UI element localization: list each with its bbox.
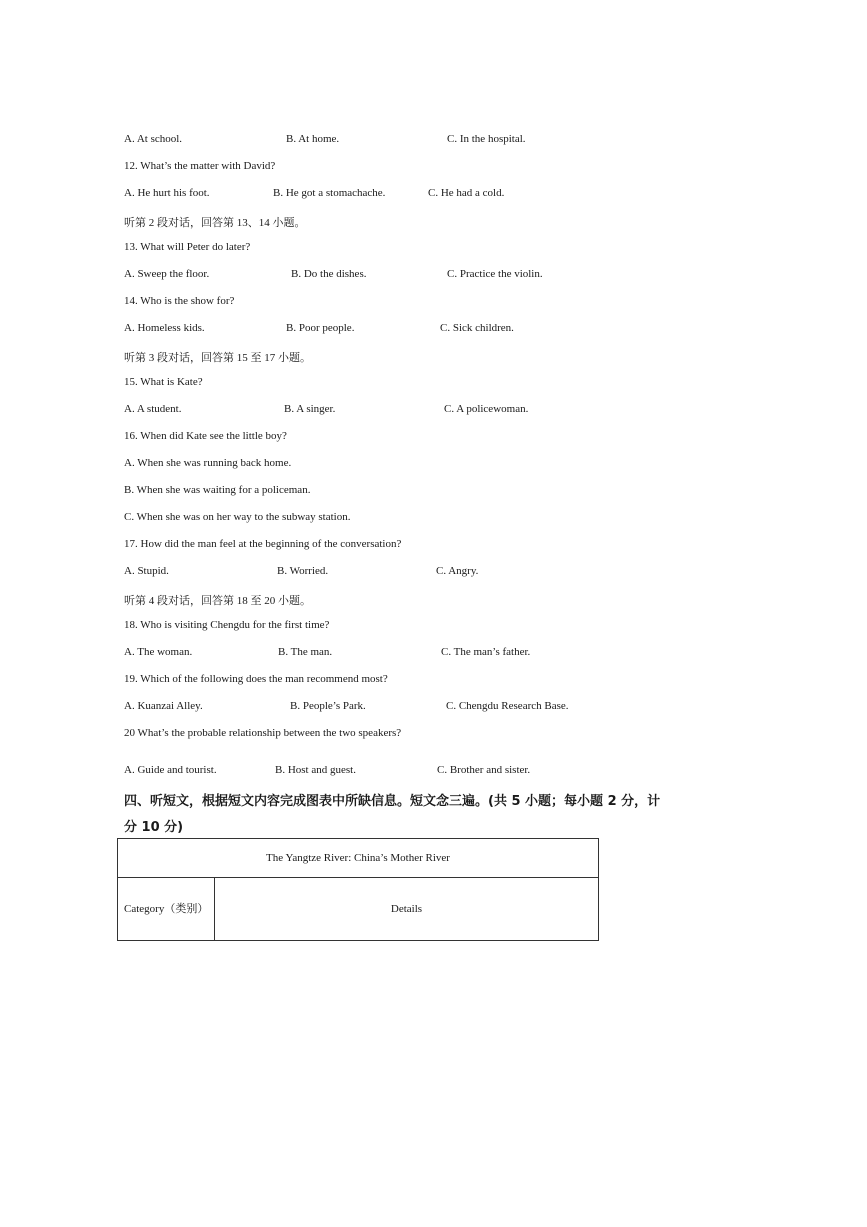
q18-question: 18. Who is visiting Chengdu for the first time? xyxy=(124,619,330,631)
q20-option-a: A. Guide and tourist. xyxy=(124,764,217,776)
q11-option-a: A. At school. xyxy=(124,133,183,145)
yangtze-table xyxy=(117,838,599,941)
q15-option-a: A. A student. xyxy=(124,403,182,415)
q15-option-b: B. A singer. xyxy=(284,403,336,415)
q20-question: 20 What’s the probable relationship between the two speakers? xyxy=(124,727,402,739)
q17-option-a: A. Stupid. xyxy=(124,565,169,577)
part4-heading-line2: 分 10 分) xyxy=(124,820,184,835)
q17-option-c: C. Angry. xyxy=(436,565,479,577)
section2-instruction: 听第 2 段对话，回答第 13、14 小题。 xyxy=(124,217,306,229)
q13-question: 13. What will Peter do later? xyxy=(124,241,251,253)
table-title: The Yangtze River: China’s Mother River xyxy=(118,839,599,878)
section4-instruction: 听第 4 段对话，回答第 18 至 20 小题。 xyxy=(124,595,311,607)
q17-option-b: B. Worried. xyxy=(277,565,329,577)
q14-option-a: A. Homeless kids. xyxy=(124,322,205,334)
q15-question: 15. What is Kate? xyxy=(124,376,203,388)
q17-question: 17. How did the man feel at the beginning of the conversation? xyxy=(124,538,402,550)
q16-option-c: C. When she was on her way to the subway station. xyxy=(124,511,351,523)
q19-option-a: A. Kuanzai Alley. xyxy=(124,700,203,712)
section3-instruction: 听第 3 段对话，回答第 15 至 17 小题。 xyxy=(124,352,311,364)
q20-option-c: C. Brother and sister. xyxy=(437,764,531,776)
q11-option-b: B. At home. xyxy=(286,133,340,145)
q13-option-b: B. Do the dishes. xyxy=(291,268,367,280)
part4-heading-line1: 四、听短文，根据短文内容完成图表中所缺信息。短文念三遍。(共 5 小题；每小题 2 分，计 xyxy=(124,794,661,809)
q12-option-b: B. He got a stomachache. xyxy=(273,187,386,199)
q19-question: 19. Which of the following does the man recommend most? xyxy=(124,673,388,685)
q16-question: 16. When did Kate see the little boy? xyxy=(124,430,287,442)
q19-option-b: B. People’s Park. xyxy=(290,700,366,712)
q14-option-c: C. Sick children. xyxy=(440,322,514,334)
q18-option-a: A. The woman. xyxy=(124,646,193,658)
q15-option-c: C. A policewoman. xyxy=(444,403,529,415)
q12-option-c: C. He had a cold. xyxy=(428,187,505,199)
q14-question: 14. Who is the show for? xyxy=(124,295,235,307)
q19-option-c: C. Chengdu Research Base. xyxy=(446,700,569,712)
q13-option-a: A. Sweep the floor. xyxy=(124,268,210,280)
q12-question: 12. What’s the matter with David? xyxy=(124,160,276,172)
table-category-header: Category（类别） xyxy=(118,878,215,941)
q16-option-b: B. When she was waiting for a policeman. xyxy=(124,484,311,496)
q12-option-a: A. He hurt his foot. xyxy=(124,187,210,199)
table-details-header: Details xyxy=(215,878,599,941)
q11-option-c: C. In the hospital. xyxy=(447,133,526,145)
q13-option-c: C. Practice the violin. xyxy=(447,268,543,280)
q14-option-b: B. Poor people. xyxy=(286,322,355,334)
q18-option-b: B. The man. xyxy=(278,646,333,658)
q20-option-b: B. Host and guest. xyxy=(275,764,356,776)
q16-option-a: A. When she was running back home. xyxy=(124,457,292,469)
q18-option-c: C. The man’s father. xyxy=(441,646,531,658)
